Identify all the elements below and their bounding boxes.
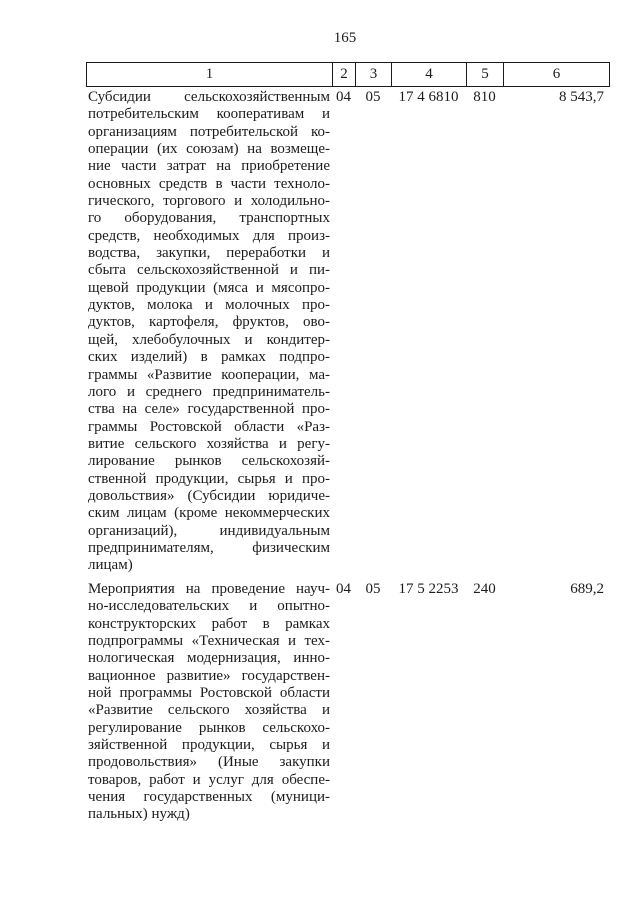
description-line: щевой продукции (мяса и мясопро-	[88, 279, 330, 296]
table-row	[0, 581, 640, 824]
description-line: Мероприятия на проведение науч-	[88, 581, 330, 597]
description-line: сбыта сельскохозяйственной и пи-	[88, 262, 330, 279]
description-line: основных средств в части техноло-	[88, 175, 330, 192]
header-cell-3: 3	[355, 63, 391, 86]
description-line: лицам)	[88, 557, 133, 574]
description-line: дуктов, молока и молочных про-	[88, 297, 330, 314]
description-line: довольствия» (Субсидии юридиче-	[88, 487, 330, 504]
header-cell-4: 4	[391, 63, 466, 86]
description-line: организаций), индивидуальным	[88, 522, 330, 539]
description-line: лирование рынков сельскохозяй-	[88, 453, 330, 470]
description-line: зяйственной продукции, сырья и	[88, 737, 330, 754]
page-number: 165	[333, 30, 357, 46]
cell-col-4: 17 5 2253	[398, 581, 459, 597]
description-line: гического, торгового и холодильно-	[88, 193, 330, 210]
header-cell-5: 5	[466, 63, 503, 86]
description-line: вационное развитие» государствен-	[88, 667, 330, 684]
description-line: ние части затрат на приобретение	[88, 158, 330, 175]
cell-col-2: 04	[336, 89, 351, 105]
row-description	[88, 89, 330, 575]
row-description	[88, 581, 330, 824]
description-line: чения государственных (муници-	[88, 789, 330, 806]
description-line: предпринимателям, физическим	[88, 539, 330, 556]
description-line: щей, хлебобулочных и кондитер-	[88, 331, 330, 348]
description-line: подпрограммы «Техническая и тех-	[88, 633, 330, 650]
description-line: но-исследовательских и опытно-	[88, 598, 330, 615]
description-line: граммы Ростовской области «Раз-	[88, 418, 330, 435]
cell-col-5: 810	[473, 89, 496, 105]
description-line: организациям потребительской ко-	[88, 123, 330, 140]
cell-col-3: 05	[365, 581, 381, 597]
cell-col-6-amount: 8 543,7	[559, 89, 604, 105]
cell-col-3: 05	[365, 89, 381, 105]
description-line: водства, закупки, переработки и	[88, 245, 330, 262]
description-line: средств, необходимых для произ-	[88, 227, 330, 244]
description-line: ственной продукции, сырья и про-	[88, 470, 330, 487]
description-line: го оборудования, транспортных	[88, 210, 330, 227]
cell-col-4: 17 4 6810	[398, 89, 459, 105]
header-cell-6: 6	[503, 63, 609, 86]
description-line: лого и среднего предприниматель-	[88, 383, 330, 400]
description-line: потребительским кооперативам и	[88, 106, 330, 123]
description-line: ства на селе» государственной про-	[88, 401, 330, 418]
table-row	[0, 89, 640, 575]
cell-col-5: 240	[473, 581, 496, 597]
cell-col-6-amount: 689,2	[570, 581, 604, 597]
description-line: продовольствия» (Иные закупки	[88, 754, 330, 771]
description-line: граммы «Развитие кооперации, ма-	[88, 366, 330, 383]
description-line: Субсидии сельскохозяйственным	[88, 89, 330, 105]
description-line: товаров, работ и услуг для обеспе-	[88, 771, 330, 788]
description-line: дуктов, картофеля, фруктов, ово-	[88, 314, 330, 331]
table-header	[86, 62, 610, 87]
cell-col-2: 04	[336, 581, 351, 597]
description-line: витие сельского хозяйства и регу-	[88, 435, 330, 452]
description-line: ским лицам (кроме некоммерческих	[88, 505, 330, 522]
description-line: операции (их союзам) на возмеще-	[88, 141, 330, 158]
description-line: «Развитие сельского хозяйства и	[88, 702, 330, 719]
description-line: регулирование рынков сельскохо-	[88, 719, 330, 736]
description-line: ной программы Ростовской области	[88, 685, 330, 702]
description-line: ских изделий) в рамках подпро-	[88, 349, 330, 366]
header-cell-1: 1	[205, 66, 214, 82]
description-line: конструкторских работ в рамках	[88, 615, 330, 632]
description-line: нологическая модернизация, инно-	[88, 650, 330, 667]
header-cell-2: 2	[332, 63, 355, 86]
description-line: пальных) нужд)	[88, 806, 190, 823]
